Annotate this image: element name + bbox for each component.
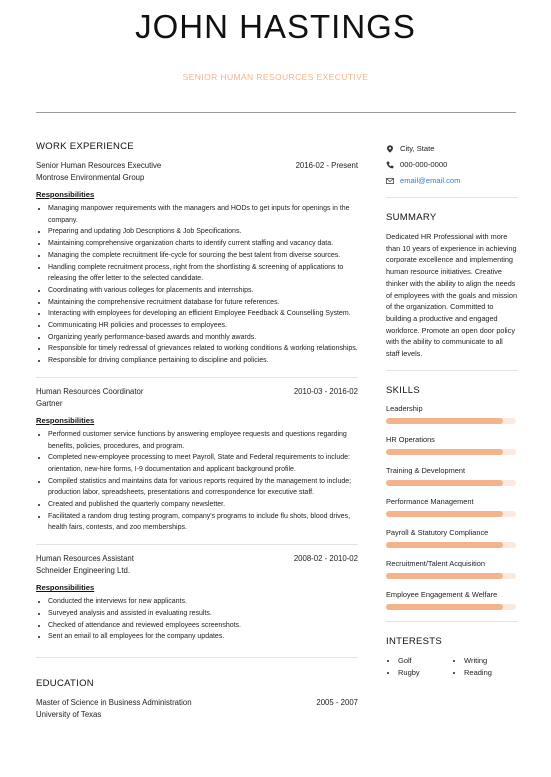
list-item: • Conducted the interviews for new applicants. [48, 596, 358, 608]
skill-item [386, 466, 518, 486]
header-divider [36, 112, 516, 113]
interests-list [386, 655, 518, 679]
divider [386, 197, 518, 198]
divider [36, 544, 358, 545]
responsibilities-list [36, 203, 358, 367]
skill-label: Training & Development [386, 465, 466, 475]
education-dates: 2005 - 2007 [316, 697, 358, 707]
work-experience-heading: WORK EXPERIENCE [36, 141, 134, 152]
education-heading: EDUCATION [36, 677, 94, 689]
list-item: • Interacting with employees for developing an efficient Employee Feedback & Counselling System. [48, 308, 358, 320]
candidate-name: JOHN HASTINGS [135, 8, 416, 45]
skill-item [386, 528, 518, 548]
job-role: Senior Human Resources Executive [36, 161, 162, 170]
divider [36, 377, 358, 378]
list-item: • Golf [398, 655, 452, 667]
job-company: Schneider Engineering Ltd. [36, 566, 131, 576]
job-role: Human Resources Coordinator [36, 386, 144, 396]
summary-heading: SUMMARY [386, 212, 437, 223]
skill-label: Leadership [386, 403, 423, 413]
job-entry [36, 160, 358, 367]
candidate-title: SENIOR HUMAN RESOURCES EXECUTIVE [182, 72, 369, 82]
list-item: • Surveyed analysis and assisted in evaluating results. [48, 608, 358, 620]
skill-bar-fill [386, 418, 503, 424]
interests-heading: INTERESTS [386, 635, 443, 647]
skill-bar [386, 573, 516, 579]
job-dates: 2010-03 - 2016-02 [293, 386, 358, 396]
responsibilities-label: Responsibilities [36, 415, 95, 425]
list-item: • Managing manpower requirements with the managers and HODs to get inputs for openings in the company. [48, 203, 358, 226]
list-item: • Compiled statistics and maintains data for various reports required by the management to include; production labor, spreadsheets, presentations and correspondence for executive staff. [48, 476, 358, 499]
responsibilities-list [36, 596, 358, 643]
list-item: • Performed customer service functions by answering employee requests and questions regarding benefits, policies, procedures, and program. [48, 429, 358, 452]
list-item: • Sent an email to all employees for the company updates. [48, 631, 358, 643]
skill-bar-fill [386, 511, 503, 517]
phone-icon [386, 161, 394, 169]
skill-label: Recruitment/Talent Acquisition [386, 558, 485, 568]
skill-label: Employee Engagement & Welfare [386, 589, 498, 599]
list-item: • Managing the complete recruitment life-cycle for sourcing the best talent from diverse sources. [48, 250, 358, 262]
skill-bar-fill [386, 449, 503, 455]
job-dates: 2008-02 - 2010-02 [293, 554, 358, 564]
map-pin-icon [386, 145, 394, 153]
list-item: • Rugby [398, 667, 452, 679]
skill-bar [386, 449, 516, 455]
list-item: • Created and published the quarterly company newsletter. [48, 499, 358, 511]
contact-email[interactable] [386, 173, 518, 189]
list-item: • Preparing and updating Job Descriptions & Job Specifications. [48, 226, 358, 238]
email-link[interactable]: email@email.com [400, 176, 461, 185]
skill-item [386, 559, 518, 579]
job-entry [36, 386, 358, 534]
list-item: • Facilitated a random drug testing program, company's programs to include flu shots, blood drives, health fairs, contests, and zoo memberships. [48, 511, 358, 534]
skill-bar [386, 604, 516, 610]
list-item: • Maintaining comprehensive organization charts to identify current staffing and vacancy data. [48, 238, 358, 250]
job-company: Montrose Environmental Group [36, 173, 145, 182]
list-item: • Checked of attendance and reviewed employees screenshots. [48, 620, 358, 632]
contact-location: City, State [386, 141, 518, 157]
job-dates: 2016-02 - Present [295, 161, 358, 170]
list-item: • Reading [464, 667, 518, 679]
list-item: • Writing [464, 655, 518, 667]
education-degree: Master of Science in Business Administration [36, 697, 192, 707]
skill-bar [386, 418, 516, 424]
skill-bar-fill [386, 480, 503, 486]
responsibilities-label: Responsibilities [36, 583, 95, 593]
divider [386, 370, 518, 371]
skill-bar-fill [386, 542, 503, 548]
skill-item [386, 404, 518, 424]
list-item: • Coordinating with various colleges for placements and internships. [48, 285, 358, 297]
contact-phone: 000-000-0000 [386, 157, 518, 173]
list-item: • Communicating HR policies and processes to employees. [48, 320, 358, 332]
contact-block [386, 141, 518, 189]
skill-bar [386, 542, 516, 548]
skill-item [386, 497, 518, 517]
skill-bar [386, 480, 516, 486]
education-school: University of Texas [36, 709, 102, 719]
job-company: Gartner [36, 398, 63, 408]
responsibilities-list [36, 429, 358, 534]
skill-item [386, 590, 518, 610]
mail-icon [386, 177, 394, 185]
skill-item [386, 435, 518, 455]
skill-bar-fill [386, 604, 503, 610]
summary-text: Dedicated HR Professional with more than 10 years of experience in achieving corporate excellence and implementing human resource initiatives. Creative thinker with the ability to align the needs of employees with the goals and mission of the organization. Committed to building a productive and engaged workforce. Promote an open door policy with the ability to communicate to all staff levels. [386, 232, 518, 359]
left-column [36, 141, 358, 721]
skill-bar-fill [386, 573, 503, 579]
right-column [386, 141, 518, 679]
list-item: • Maintaining the comprehensive recruitment database for future references. [48, 297, 358, 309]
skill-bar [386, 511, 516, 517]
list-item: • Responsible for timely redressal of grievances related to working conditions & working relationships. [48, 343, 358, 355]
job-entry [36, 553, 358, 643]
list-item: • Handling complete recruitment process, right from the shortlisting & screening of applications to releasing the offer letter to the selected candidate. [48, 262, 358, 285]
skill-label: Payroll & Statutory Compliance [386, 527, 489, 537]
list-item: • Responsible for driving compliance pertaining to discipline and policies. [48, 355, 358, 367]
responsibilities-label: Responsibilities [36, 190, 95, 199]
skills-list [386, 404, 518, 610]
divider [386, 621, 518, 622]
divider [36, 657, 358, 658]
skills-heading: SKILLS [386, 384, 421, 396]
list-item: • Organizing yearly performance-based awards and monthly awards. [48, 332, 358, 344]
skill-label: Performance Management [386, 496, 474, 506]
list-item: • Completed new-employee processing to meet Payroll, State and Federal requirements to include: orientation, new-hire forms, I-9 documentation and applicant background profile. [48, 452, 358, 475]
job-role: Human Resources Assistant [36, 554, 134, 564]
skill-label: HR Operations [386, 434, 435, 444]
